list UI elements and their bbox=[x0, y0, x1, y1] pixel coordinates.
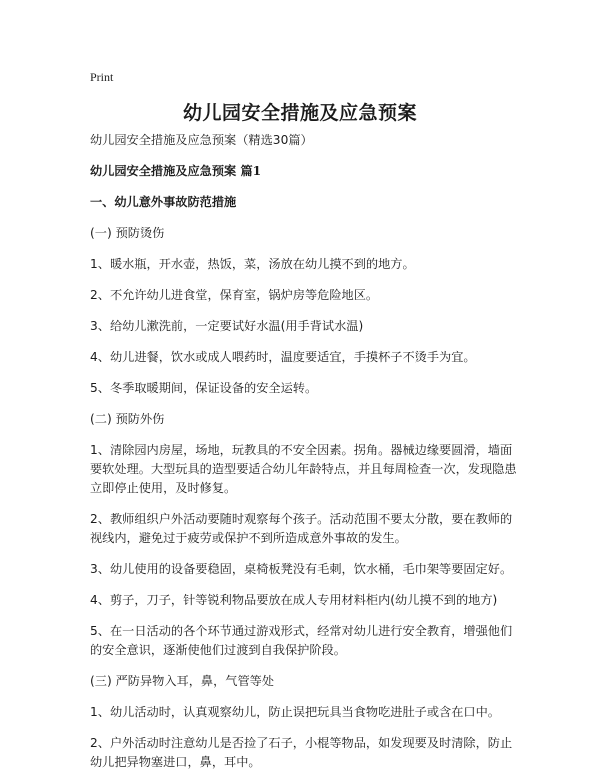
paragraph: 4、剪子，刀子，针等锐利物品要放在成人专用材料柜内(幼儿摸不到的地方) bbox=[90, 593, 498, 607]
document-subtitle: 幼儿园安全措施及应急预案（精选30篇） bbox=[90, 133, 313, 147]
subsection-heading-injury: (二) 预防外伤 bbox=[90, 412, 165, 426]
page-title: 幼儿园安全措施及应急预案 bbox=[182, 102, 417, 124]
subsection-heading-foreign-objects: (三) 严防异物入耳，鼻，气管等处 bbox=[90, 674, 275, 688]
paragraph: 3、幼儿使用的设备要稳固，桌椅板凳没有毛刺，饮水桶，毛巾架等要固定好。 bbox=[90, 562, 513, 576]
print-link[interactable]: Print bbox=[90, 70, 114, 84]
paragraph: 5、冬季取暖期间，保证设备的安全运转。 bbox=[90, 381, 318, 395]
paragraph: 3、给幼儿漱洗前，一定要试好水温(用手背试水温) bbox=[90, 319, 364, 333]
paragraph: 2、不允许幼儿进食堂，保育室，锅炉房等危险地区。 bbox=[90, 288, 379, 302]
paragraph: 2、教师组织户外活动要随时观察每个孩子。活动范围不要太分散，要在教师的视线内，避免过于疲劳或保护不到所造成意外事故的发生。 bbox=[90, 512, 513, 545]
paragraph: 4、幼儿进餐，饮水或成人喂药时，温度要适宜，手摸杯子不烫手为宜。 bbox=[90, 350, 476, 364]
paragraph: 1、清除园内房屋，场地，玩教具的不安全因素。拐角。器械边缘要圆滑，墙面要软处理。大型玩具的造型要适合幼儿年龄特点，并且每周检查一次，发现隐患立即停止使用，及时修复。 bbox=[90, 443, 517, 495]
document-body bbox=[90, 131, 522, 784]
subsection-heading-burns: (一) 预防烫伤 bbox=[90, 226, 165, 240]
article-heading: 幼儿园安全措施及应急预案 篇1 bbox=[90, 164, 262, 178]
paragraph: 2、户外活动时注意幼儿是否捡了石子，小棍等物品，如发现要及时清除，防止幼儿把异物塞进口，鼻，耳中。 bbox=[90, 736, 513, 769]
section-heading: 一、幼儿意外事故防范措施 bbox=[90, 195, 237, 209]
paragraph: 5、在一日活动的各个环节通过游戏形式，经常对幼儿进行安全教育，增强他们的安全意识，逐渐使他们过渡到自我保护阶段。 bbox=[90, 624, 513, 657]
paragraph: 1、暖水瓶，开水壶，热饭，菜，汤放在幼儿摸不到的地方。 bbox=[90, 257, 415, 271]
paragraph: 1、幼儿活动时，认真观察幼儿，防止误把玩具当食物吃进肚子或含在口中。 bbox=[90, 705, 500, 719]
